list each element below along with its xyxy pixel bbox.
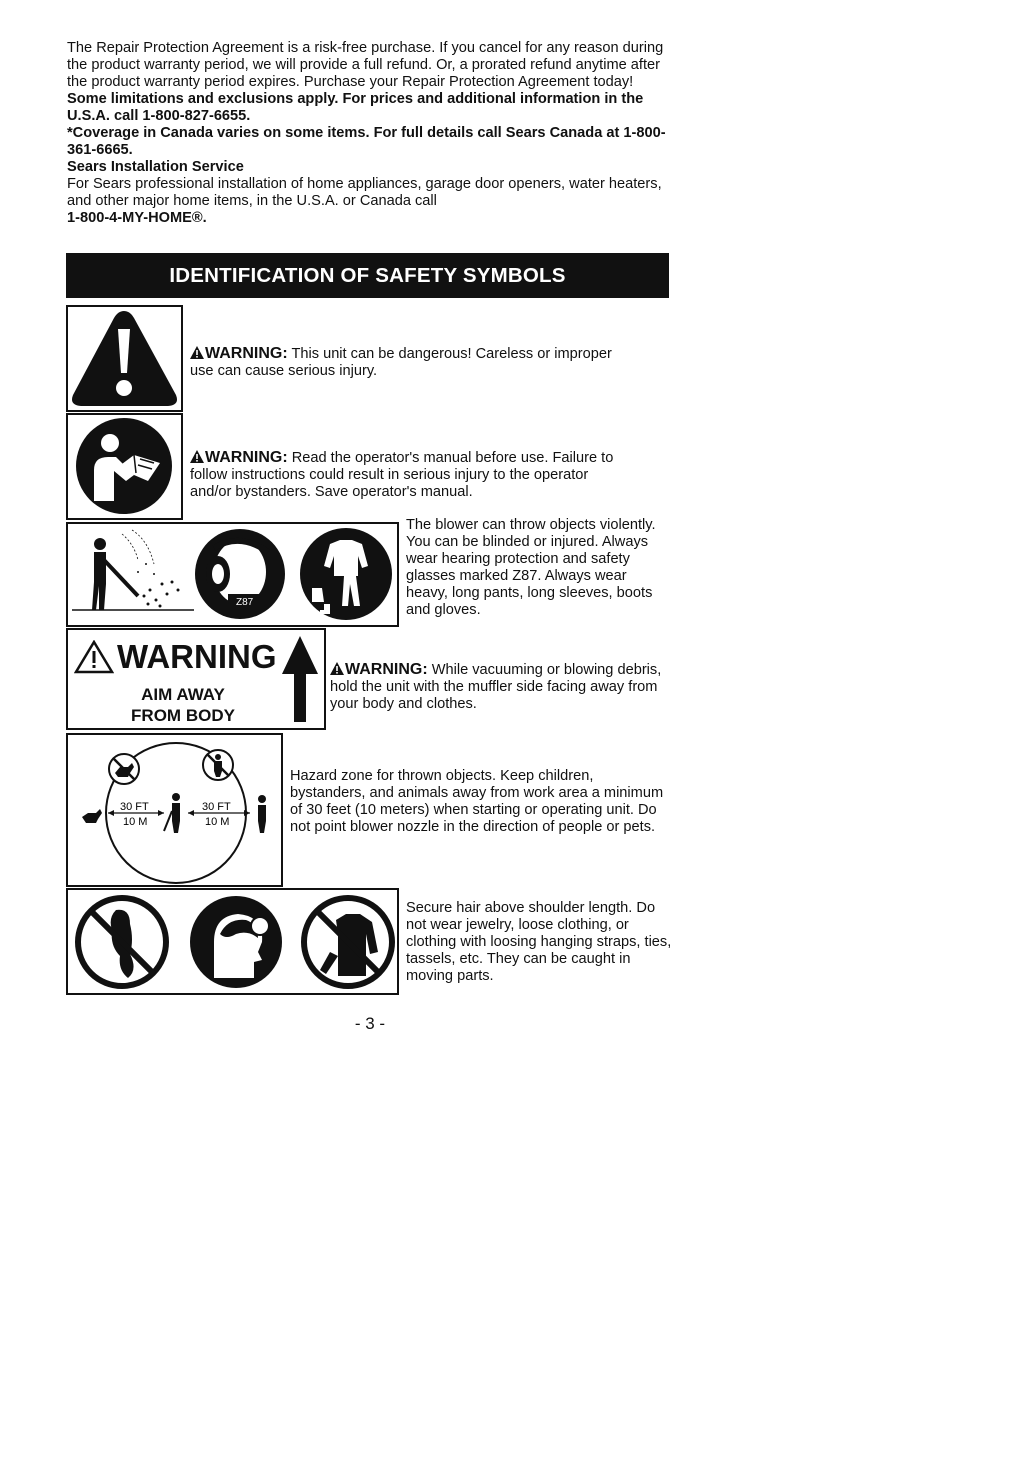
us-limitations-notice: Some limitations and exclusions apply. For prices and additional information in the U.S.A. call 1-800-827-6655.	[67, 91, 644, 124]
protection-symbol-box	[66, 522, 399, 627]
protective-gear-icons	[68, 524, 397, 625]
hazard-zone-text: Hazard zone for thrown objects. Keep children, bystanders, and animals away from work area a minimum of 30 feet (10 meters) when starting or operating unit. Do not point blower nozzle in the direction of people or pets.	[290, 768, 664, 835]
no-loose-clothing-icon	[304, 898, 392, 986]
right-distance-ft: 30 FT	[202, 801, 231, 813]
manual-warning-text: WARNING: Read the operator's manual before use. Failure to follow instructions could result in serious injury to the operator and/or bystanders. Save operator's manual.	[190, 449, 614, 500]
read-manual-icon	[68, 415, 181, 518]
danger-warning-text: WARNING: This unit can be dangerous! Careless or improper use can cause serious injury.	[190, 345, 612, 379]
installation-heading: Sears Installation Service	[67, 159, 244, 175]
left-distance-m: 10 M	[123, 816, 148, 828]
intro-section	[67, 40, 677, 227]
no-people-icon	[203, 750, 233, 780]
right-distance-m: 10 M	[205, 816, 230, 828]
installation-text: For Sears professional installation of home appliances, garage door openers, water heaters, and other major home items, in the U.S.A. or Canada call 1-800-4-MY-HOME®.	[67, 176, 662, 226]
aim-sign-text: AIM AWAY FROM BODY	[131, 685, 235, 725]
aim-warning-text: WARNING: While vacuuming or blowing debris, hold the unit with the muffler side facing away from your body and clothes.	[330, 661, 662, 712]
warning-triangle-icon	[330, 662, 344, 675]
thrown-objects-icon	[72, 530, 194, 610]
operator-icon	[164, 793, 180, 833]
intro-paragraph: The Repair Protection Agreement is a risk-free purchase. If you cancel for any reason during the product warranty period, we will provide a full refund. Or, a prorated refund anytime after the product warranty period expires. Purchase your Repair Protection Agreement today!	[67, 40, 664, 90]
aim-away-sign	[66, 628, 326, 730]
up-arrow-icon	[280, 634, 320, 726]
z87-mark: Z87	[236, 597, 254, 608]
aim-sign-title: WARNING	[74, 638, 277, 676]
aim-warning-label: WARNING:	[330, 661, 428, 678]
animal-icon	[82, 809, 102, 823]
warning-triangle-icon	[190, 450, 204, 463]
hazard-zone-box	[66, 733, 283, 887]
left-distance-ft: 30 FT	[120, 801, 149, 813]
danger-symbol-box	[66, 305, 183, 412]
no-long-hair-icon	[78, 898, 166, 986]
warning-triangle-icon	[190, 346, 204, 359]
no-animals-icon	[109, 754, 139, 784]
canada-coverage-notice: *Coverage in Canada varies on some items. For full details call Sears Canada at 1-800-361-6665.	[67, 125, 666, 158]
protective-clothing-icon	[300, 528, 392, 620]
entanglement-symbol-box	[66, 888, 399, 995]
entanglement-icons	[68, 890, 397, 993]
manual-symbol-box	[66, 413, 183, 520]
manual-warning-label: WARNING:	[190, 449, 288, 466]
bystander-icon	[258, 795, 266, 833]
exclamation-triangle-icon	[68, 307, 181, 410]
section-banner: IDENTIFICATION OF SAFETY SYMBOLS	[66, 253, 669, 298]
danger-warning-label: WARNING:	[190, 345, 288, 362]
hearing-eye-protection-icon	[195, 529, 285, 619]
secure-hair-icon	[190, 896, 282, 988]
hazard-zone-diagram	[68, 735, 281, 885]
entanglement-text: Secure hair above shoulder length. Do not wear jewelry, loose clothing, or clothing with loosing hanging straps, ties, tassels, etc. They can be caught in moving parts.	[406, 900, 672, 984]
warning-outline-triangle-icon	[74, 640, 114, 674]
protection-text: The blower can throw objects violently. You can be blinded or injured. Always wear hearing protection and safety glasses marked Z87. Always wear heavy, long pants, long sleeves, boots and gloves.	[406, 517, 656, 618]
page-number: - 3 -	[354, 1014, 386, 1033]
installation-phone: 1-800-4-MY-HOME®.	[67, 210, 207, 226]
